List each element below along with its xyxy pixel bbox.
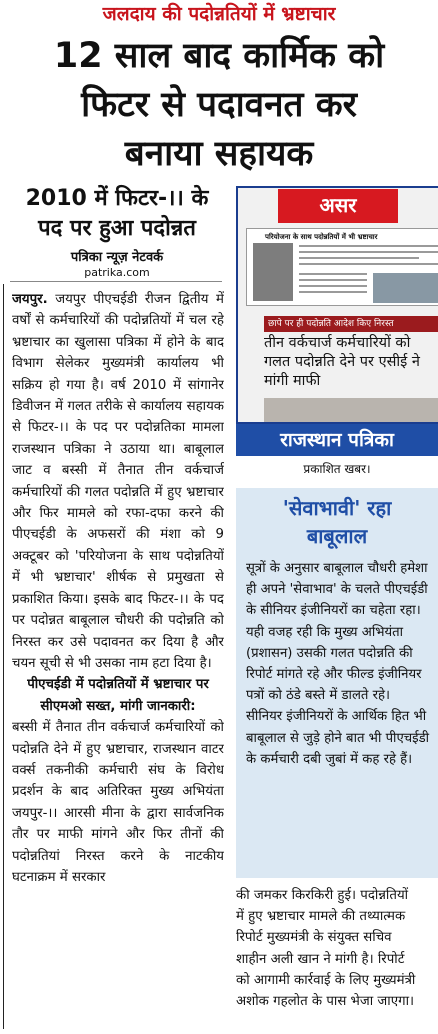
clipping-line	[299, 263, 438, 265]
body-subheading: पीएचईडी में पदोन्नतियों में भ्रष्टाचार पर सीएमओ सख्त, मांगी जानकारी:	[27, 677, 209, 714]
sidebar-text: सूत्रों के अनुसार बाबूलाल चौधरी हमेशा ही अपने 'सेवाभाव' के चलते पीएचईडी के सीनियर इंजीनियरों का चहेता रहा। यही वजह रही कि मुख्य अभियंता (प्रशासन) उसकी गलत पदोन्नति की रिपोर्ट मांगते रहे और फील्ड इंजीनियर पत्रों को ठंडे बस्ते में डालते रहे। सीनियर इंजीनियरों के आर्थिक हित भी बाबूलाल से जुड़े होने बात भी पीएचईडी के कर्मचारी दबी जुबां में कह रहे हैं।	[246, 561, 430, 767]
continued-line: रिपोर्ट मुख्यमंत्री के संयुक्त सचिव	[236, 930, 392, 946]
clipping-red-strip: छापे पर ही पदोन्नति आदेश किए निरस्त	[264, 316, 438, 332]
kicker: जलदाय की पदोन्नतियों में भ्रष्टाचार	[102, 3, 336, 25]
clipping-photo-strip	[264, 398, 438, 424]
subhead-line-2: पद पर हुआ पदोन्नत	[38, 216, 196, 241]
subhead-line-1: 2010 में फिटर-।। के	[25, 186, 209, 211]
published-caption: प्रकाशित खबर।	[303, 462, 371, 476]
clipping-line	[299, 285, 367, 287]
clipping-headline: तीन वर्कचार्ज कर्मचारियों को गलत पदोन्नति देने पर एसीई ने मांगी माफी	[264, 335, 420, 389]
sidebar-title	[236, 494, 438, 550]
byline-divider	[10, 281, 222, 282]
body-paragraph-1-text: जयपुर पीएचईडी रीजन द्वितीय में वर्षों से कर्मचारियों की पदोन्नतियों में चल रहे भ्रष्टाचार का खुलासा पत्रिका में होने के बाद विभाग सेलेकर मुख्यमंत्री कार्यालय भी सक्रिय हो गया है। वर्ष 2010 में सांगानेर डिवीजन में गलत तरीके से कार्यालय सहायक से फिटर-।। के पद पर पदोन्नतिका मामला राजस्थान पत्रिका ने उठाया था। बाबूलाल जाट व बस्सी में तैनात तीन वर्कचार्ज कर्मचारियों की गलत पदोन्नति में हुए भ्रष्टाचार और फिर मामले को रफा-दफा करने की पीएचईडी के अफसरों की मंशा को 9 अक्टूबर को 'परियोजना के साथ पदोन्नतियों में भी भ्रष्टाचार' शीर्षक से प्रमुखता से प्रकाशित किया। इसके बाद फिटर-।। के पद पर पदोन्नत बाबूलाल चौधरी की पदोन्नति को निरस्त कर उसे पदावनत कर दिया है और चयन सूची से भी उसका नाम हटा दिया है।	[12, 292, 224, 671]
clipping-line	[299, 273, 367, 275]
sidebar-box	[236, 488, 438, 878]
site-url: patrika.com	[84, 266, 150, 279]
headline-line-1: 12 साल बाद कार्मिक को	[53, 36, 385, 76]
continued-line: शाहीन अली खान ने मांगी है। रिपोर्ट	[236, 951, 405, 967]
newspaper-clipping	[236, 186, 438, 424]
clipping-line	[299, 257, 419, 259]
continued-line: में हुए भ्रष्टाचार मामले की तथ्यात्मक	[236, 909, 406, 925]
clipping-line	[299, 245, 438, 247]
continued-line: अशोक गहलोत के पास भेजा जाएगा।	[236, 994, 415, 1010]
subhead	[6, 184, 228, 244]
clipping-photo	[373, 273, 438, 303]
column-rule	[3, 284, 4, 1029]
clipping-mini-headline: परियोजना के साथ पदोन्नतियों में भी भ्रष्टाचार	[265, 233, 378, 241]
asar-badge: असर	[278, 189, 398, 223]
clipping-text-block	[253, 243, 293, 301]
clipping-line	[299, 251, 438, 253]
sidebar-title-line-1: 'सेवाभावी' रहा	[282, 496, 392, 520]
body-paragraph-2: बस्सी में तैनात तीन वर्कचार्ज कर्मचारियों को पदोन्नति देने में हुए भ्रष्टाचार, राजस्थान वाटर वर्क्स तकनीकी कर्मचारी संघ के विरोध प्रदर्शन के बाद अतिरिक्त मुख्य अभियंता जयपुर-।। आरसी मीना के द्वारा सार्वजनिक तौर पर माफी मांगने और फिर तीनों की पदोन्नतियां निरस्त करने के नाटकीय घटनाक्रम में सरकार	[12, 720, 224, 885]
byline: पत्रिका न्यूज़ नेटवर्क	[70, 250, 164, 265]
continued-line: को आगामी कार्रवाई के लिए मुख्यमंत्री	[236, 972, 416, 988]
sidebar-title-line-2: बाबूलाल	[306, 524, 368, 548]
newspaper-name-bar: राजस्थान पत्रिका	[236, 424, 438, 456]
headline-line-3: बनाया सहायक	[124, 134, 314, 174]
continued-text	[236, 885, 438, 1030]
headline-line-2: फिटर से पदावनत कर	[81, 85, 357, 125]
clipping-line	[299, 279, 367, 281]
body-paragraph-1	[12, 289, 224, 674]
clipping-page-image	[246, 228, 438, 306]
dateline: जयपुर.	[12, 292, 48, 307]
headline	[0, 32, 438, 179]
article-body	[12, 289, 224, 1029]
continued-line: की जमकर किरकिरी हुई। पदोन्नतियों	[236, 888, 409, 903]
clipping-line	[299, 291, 367, 293]
